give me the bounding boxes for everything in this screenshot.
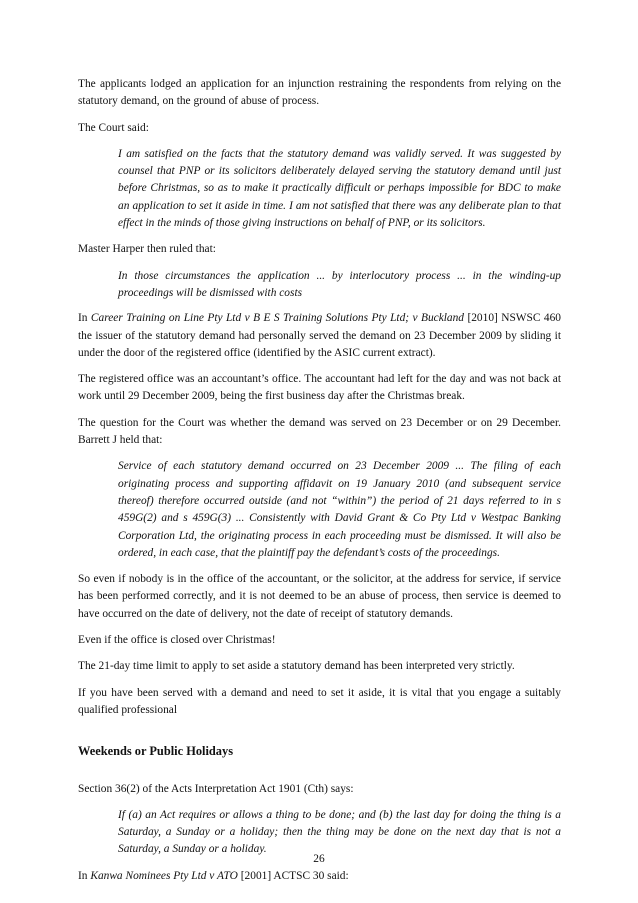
paragraph: The question for the Court was whether the demand was served on 23 December or on 29 December. Barrett J held that: (78, 416, 561, 447)
block-quote: I am satisfied on the facts that the statutory demand was validly served. It was suggested by counsel that PNP or its solicitors deliberately delayed serving the statutory demand until just before Christmas, so as to make it practically difficult or perhaps impossible for BDC to make an application to set it aside in time. I am not satisfied that there was any deliberate plan to that effect in the minds of those giving instructions on behalf of PNP, or its solicitors. (118, 147, 561, 230)
case-name: Kanwa Nominees Pty Ltd v ATO (90, 869, 238, 882)
paragraph: So even if nobody is in the office of the accountant, or the solicitor, at the address for service, if service has been performed correctly, and it is not deemed to be an abuse of process, then service is deemed to have occurred on the date of delivery, not the date of receipt of statutory demands. (78, 573, 561, 620)
section-heading: Weekends or Public Holidays (78, 744, 234, 759)
paragraph: If you have been served with a demand and need to set it aside, it is vital that you engage a suitably qualified professional (78, 686, 561, 716)
paragraph: Section 36(2) of the Acts Interpretation Act 1901 (Cth) says: (78, 782, 354, 795)
text: In (78, 312, 91, 325)
text: [2010] NSWSC 460 the issuer of the statutory demand had personally served the demand on 23 December 2009 by sliding it under the door of the registered office (identified by the ASIC current extract). (78, 312, 561, 359)
paragraph: The Court said: (78, 121, 149, 134)
block-quote: Service of each statutory demand occurred on 23 December 2009 ... The filing of each originating process and supporting affidavit on 19 January 2010 (and subsequent service thereof) therefore occurred outside (and not “within”) the period of 21 days referred to in s 459G(2) and s 459G(3) ... Consistently with David Grant & Co Pty Ltd v Westpac Banking Corporation Ltd, the originating process in each proceeding must be dismissed. It will also be ordered, in each case, that the plaintiff pay the defendant’s costs of the proceedings. (118, 460, 561, 559)
case-name: Career Training on Line Pty Ltd v B E S Training Solutions Pty Ltd; v Buckland (90, 312, 465, 325)
paragraph: The 21-day time limit to apply to set aside a statutory demand has been interpreted very strictly. (78, 660, 515, 673)
block-quote: In those circumstances the application ... by interlocutory process ... in the winding-up proceedings will be dismissed with costs (118, 269, 561, 299)
paragraph: Even if the office is closed over Christmas! (78, 634, 276, 647)
page-number: 26 (313, 853, 325, 865)
paragraph-case-kanwa (78, 868, 561, 885)
block-quote: If (a) an Act requires or allows a thing to be done; and (b) the last day for doing the thing is a Saturday, a Sunday or a holiday; then the thing may be done on the next day that is not a Saturday, a Sunday or a holiday. (118, 808, 561, 856)
text: [2001] ACTSC 30 said: (237, 869, 349, 882)
paragraph: The registered office was an accountant’s office. The accountant had left for the day and was not back at work until 29 December 2009, being the first business day after the Christmas break. (78, 373, 561, 403)
paragraph-case-career-training (78, 310, 561, 362)
text: In (78, 869, 91, 882)
paragraph: The applicants lodged an application for an injunction restraining the respondents from relying on the statutory demand, on the ground of abuse of process. (78, 78, 561, 108)
document-page (78, 76, 561, 894)
paragraph: Master Harper then ruled that: (78, 243, 216, 256)
